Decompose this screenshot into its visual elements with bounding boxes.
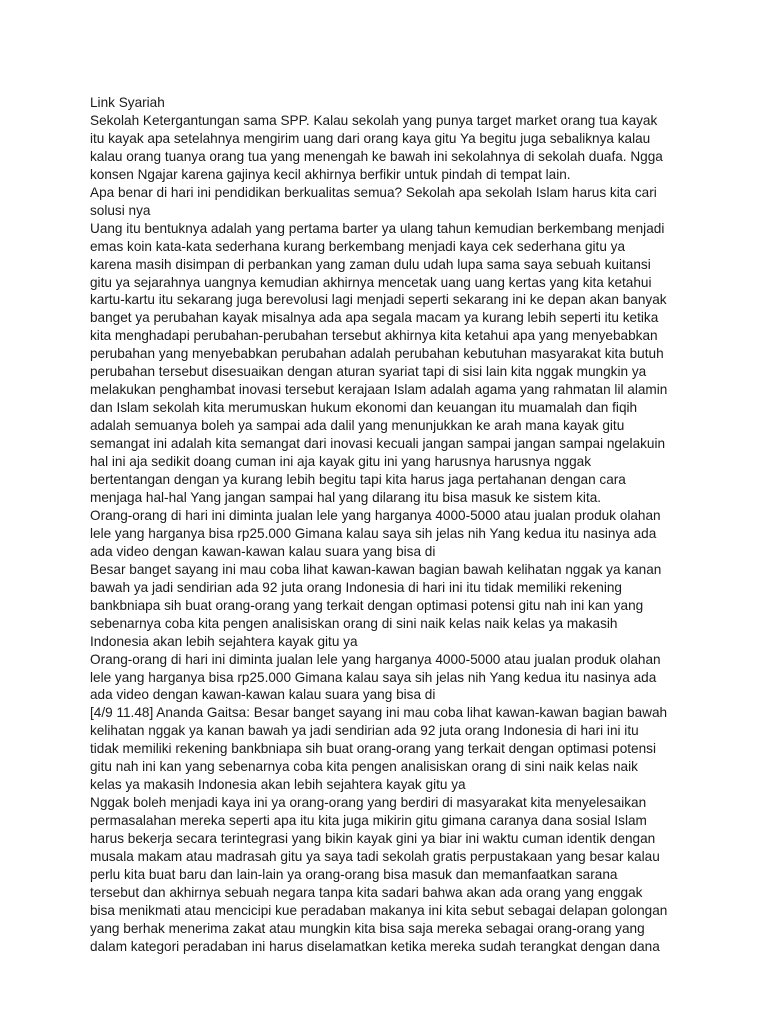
text-line: tidak memiliki rekening bankbniapa sih buat orang-orang yang terkait dengan optimasi potensi: [90, 741, 656, 757]
text-line: [4/9 11.48] Ananda Gaitsa: Besar banget sayang ini mau coba lihat kawan-kawan bagian bawah: [90, 705, 668, 721]
text-line: solusi nya: [90, 202, 151, 218]
text-line: kita menghadapi perubahan-perubahan tersebut akhirnya kita ketahui apa yang menyebabkan: [90, 328, 658, 344]
text-line: ada video dengan kawan-kawan kalau suara yang bisa di: [90, 687, 436, 703]
text-line: Sekolah Ketergantungan sama SPP. Kalau sekolah yang punya target market orang tua kayak: [90, 112, 658, 128]
text-line: emas koin kata-kata sederhana kurang berkembang menjadi kaya cek sederhana gitu ya: [90, 238, 626, 254]
text-line: Orang-orang di hari ini diminta jualan lele yang harganya 4000-5000 atau jualan produk olahan: [90, 507, 661, 523]
text-line: lele yang harganya bisa rp25.000 Gimana kalau saya sih jelas nih Yang kedua itu nasinya ada: [90, 525, 657, 541]
text-line: dan Islam sekolah kita merumuskan hukum ekonomi dan keuangan itu muamalah dan fiqih: [90, 400, 638, 416]
document-title: Link Syariah: [90, 95, 165, 110]
text-line: tersebut dan akhirnya sebuah negara tanpa kita sadari bahwa akan ada orang yang enggak: [90, 884, 643, 900]
text-line: yang berhak menerima zakat atau mungkin kita bisa saja mereka sebagai orang-orang yang: [90, 920, 645, 936]
text-line: lele yang harganya bisa rp25.000 Gimana kalau saya sih jelas nih Yang kedua itu nasinya ada: [90, 669, 657, 685]
text-line: Nggak boleh menjadi kaya ini ya orang-orang yang berdiri di masyarakat kita menyelesaikan: [90, 795, 647, 811]
document-page: [90, 94, 688, 956]
text-line: Orang-orang di hari ini diminta jualan lele yang harganya 4000-5000 atau jualan produk olahan: [90, 651, 661, 667]
text-line: menjaga hal-hal Yang jangan sampai hal yang dilarang itu bisa masuk ke sistem kita.: [90, 489, 602, 505]
text-line: perlu kita buat baru dan lain-lain ya orang-orang bisa masuk dan memanfaatkan sarana: [90, 866, 618, 882]
text-line: Uang itu bentuknya adalah yang pertama barter ya ulang tahun kemudian berkembang menjadi: [90, 220, 665, 236]
text-line: harus bekerja secara terintegrasi yang bikin kayak gini ya biar ini waktu cuman identik dengan: [90, 831, 656, 847]
text-line: bawah ya jadi sendirian ada 92 juta orang Indonesia di hari ini itu tidak memiliki rekening: [90, 579, 622, 595]
text-line: kalau orang tuanya orang tua yang menengah ke bawah ini sekolahnya di sekolah duafa. Ngga: [90, 148, 663, 164]
text-line: konsen Ngajar karena gajinya kecil akhirnya berfikir untuk pindah di tempat lain.: [90, 166, 571, 182]
text-line: adalah semuanya boleh ya sampai ada dalil yang menunjukkan ke arah mana kayak gitu: [90, 418, 625, 434]
text-line: gitu nah ini kan yang sebenarnya coba kita pengen analisiskan orang di sini naik kelas naik: [90, 759, 638, 775]
text-line: gitu ya sejarahnya uangnya kemudian akhirnya mencetak uang uang kertas yang kita ketahui: [90, 274, 652, 290]
text-line: hal ini aja sedikit doang cuman ini aja kayak gitu ini yang harusnya harusnya nggak: [90, 454, 592, 470]
text-line: banget ya perubahan kayak misalnya ada apa segala macam ya kurang lebih seperti itu ketika: [90, 310, 659, 326]
text-line: semangat ini adalah kita semangat dari inovasi kecuali jangan sampai jangan sampai ngelakuin: [90, 436, 666, 452]
text-line: musala makam atau madrasah gitu ya saya tadi sekolah gratis perpustakaan yang besar kalau: [90, 849, 660, 865]
text-line: Besar banget sayang ini mau coba lihat kawan-kawan bagian bawah kelihatan nggak ya kanan: [90, 561, 662, 577]
text-line: kelihatan nggak ya kanan bawah ya jadi sendirian ada 92 juta orang Indonesia di hari ini itu: [90, 723, 639, 739]
text-line: Apa benar di hari ini pendidikan berkualitas semua? Sekolah apa sekolah Islam harus kita cari: [90, 184, 657, 200]
text-line: itu kayak apa setelahnya mengirim uang dari orang kaya gitu Ya begitu juga sebaliknya kalau: [90, 130, 651, 146]
text-line: kartu-kartu itu sekarang juga berevolusi lagi menjadi seperti sekarang ini ke depan akan banyak: [90, 292, 667, 308]
text-line: sebenarnya coba kita pengen analisiskan orang di sini naik kelas naik kelas ya makasih: [90, 615, 618, 631]
text-line: perubahan tersebut disesuaikan dengan aturan syariat tapi di sisi lain kita nggak mungkin ya: [90, 364, 647, 380]
text-line: bertentangan dengan ya kurang lebih begitu tapi kita harus jaga pertahanan dengan cara: [90, 472, 626, 488]
text-line: melakukan penghambat inovasi tersebut kerajaan Islam adalah agama yang rahmatan lil alamin: [90, 382, 668, 398]
text-line: perubahan yang menyebabkan perubahan adalah perubahan kebutuhan masyarakat kita butuh: [90, 346, 664, 362]
text-line: permasalahan mereka seperti apa itu kita juga mikirin gitu gimana caranya dana sosial Islam: [90, 813, 647, 829]
text-line: Indonesia akan lebih sejahtera kayak gitu ya: [90, 633, 358, 649]
text-line: dalam kategori peradaban ini harus diselamatkan ketika mereka sudah terangkat dengan dana: [90, 938, 660, 954]
text-line: bankbniapa sih buat orang-orang yang terkait dengan optimasi potensi gitu nah ini kan yang: [90, 597, 644, 613]
text-line: karena masih disimpan di perbankan yang zaman dulu udah lupa sama saya sebuah kuitansi: [90, 256, 651, 272]
text-line: bisa menikmati atau mencicipi kue peradaban makanya ini kita sebut sebagai delapan golongan: [90, 902, 668, 918]
text-line: ada video dengan kawan-kawan kalau suara yang bisa di: [90, 543, 436, 559]
text-line: kelas ya makasih Indonesia akan lebih sejahtera kayak gitu ya: [90, 777, 466, 793]
